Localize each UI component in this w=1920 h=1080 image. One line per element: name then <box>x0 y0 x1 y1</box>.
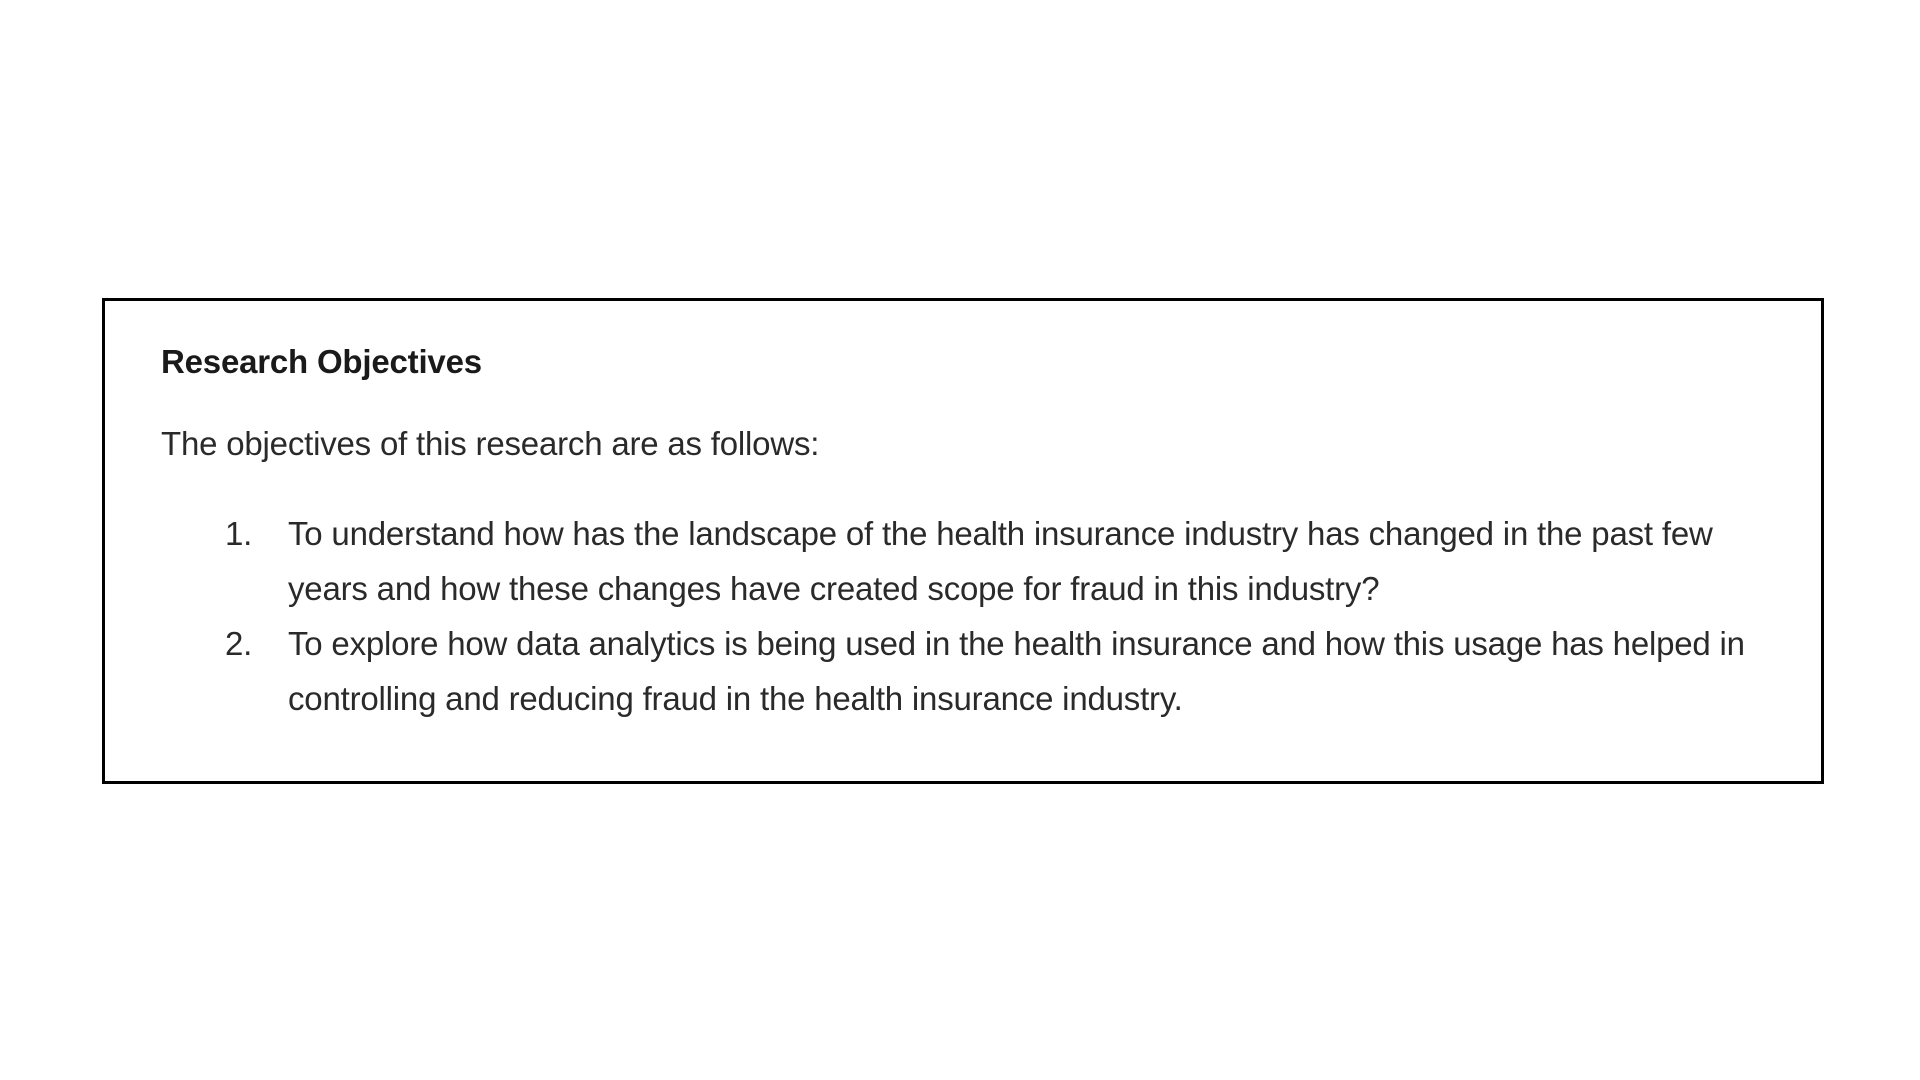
objectives-list <box>225 506 1785 726</box>
objective-item-1 <box>225 506 1785 616</box>
objective-number: 1. <box>225 515 253 552</box>
objective-text: To understand how has the landscape of the health insurance industry has changed in the past few years and how these changes have created scope for fraud in this industry? <box>288 515 1713 607</box>
research-objectives-box <box>102 298 1824 784</box>
intro-text: The objectives of this research are as follows: <box>161 425 820 462</box>
objective-item-2 <box>225 616 1785 726</box>
objective-number: 2. <box>225 625 253 662</box>
section-heading: Research Objectives <box>161 343 482 380</box>
objective-text: To explore how data analytics is being used in the health insurance and how this usage has helped in controlling and reducing fraud in the health insurance industry. <box>288 625 1745 717</box>
